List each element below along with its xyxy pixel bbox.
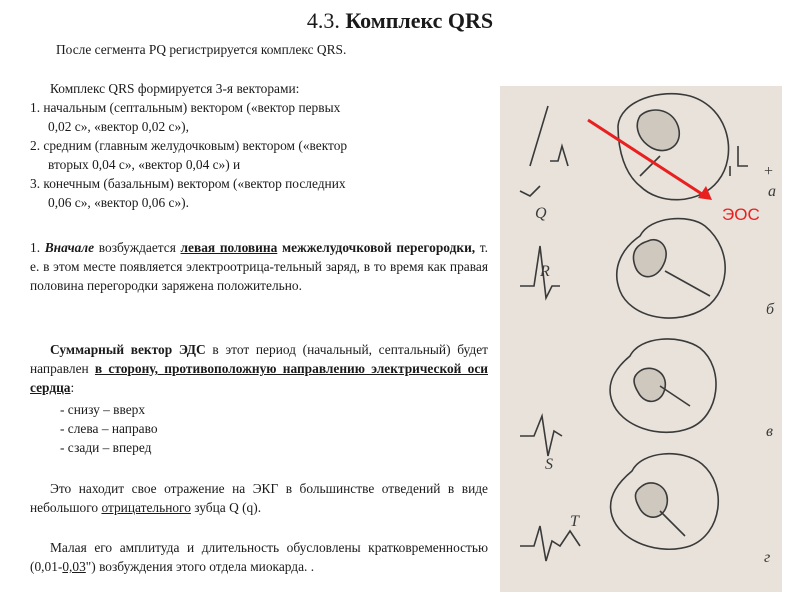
paragraph-amplitude: Малая его амплитуда и длительность обусловлены кратковременностью (0,01-0,03") возбуждения этого отдела миокарда. . — [30, 540, 488, 574]
paragraph-vector: Суммарный вектор ЭДС в этот период (начальный, септальный) будет направлен в сторону, противоположную направлению электрической оси сердца: — [30, 342, 488, 395]
vectors-lead: Комплекс QRS формируется 3-я векторами: — [50, 81, 300, 96]
direction-item: - слева – направо — [60, 421, 158, 436]
title-number: 4.3. — [306, 8, 346, 33]
panel-label-v: в — [766, 423, 773, 440]
panel-label-b: б — [766, 301, 775, 318]
intro-text: После сегмента PQ регистрируется комплекс QRS. — [56, 42, 347, 57]
wave-label-s: S — [545, 456, 553, 473]
title-text: Комплекс QRS — [345, 8, 494, 33]
heart-depolarization-figure — [500, 86, 782, 592]
vector-item-3: 3. конечным (базальным) вектором («вектор последних 0,06 с», «вектор 0,06 с»). — [30, 176, 346, 210]
panel-label-g: г — [764, 549, 771, 566]
direction-item: - снизу – вверх — [60, 402, 146, 417]
page-title — [0, 8, 800, 34]
figure-drawing — [500, 86, 782, 592]
vector-item-1: 1. начальным (септальным) вектором («вектор первых 0,02 с», «вектор 0,02 с»), — [30, 100, 341, 134]
wave-label-t: T — [570, 513, 579, 530]
wave-label-r: R — [540, 263, 550, 280]
wave-label-q: Q — [535, 205, 547, 222]
eos-label: ЭОС — [722, 205, 760, 224]
vector-item-2: 2. средним (главным желудочковым) вектором («вектор вторых 0,04 с», «вектор 0,04 с») и — [30, 138, 348, 172]
paragraph-septum: 1. Вначале возбуждается левая половина межжелудочковой перегородки, т. е. в этом месте появляется электроотрица-тельный заряд, в то время как правая половина перегородки заряжена положительно. — [30, 240, 488, 293]
directions-list — [60, 400, 518, 457]
vectors-list — [30, 98, 488, 212]
panel-label-a: а — [768, 183, 776, 200]
plus-sign: + — [764, 163, 774, 180]
direction-item: - сзади – вперед — [60, 440, 152, 455]
paragraph-ecg: Это находит свое отражение на ЭКГ в большинстве отведений в виде небольшого отрицательного зубца Q (q). — [30, 481, 488, 515]
